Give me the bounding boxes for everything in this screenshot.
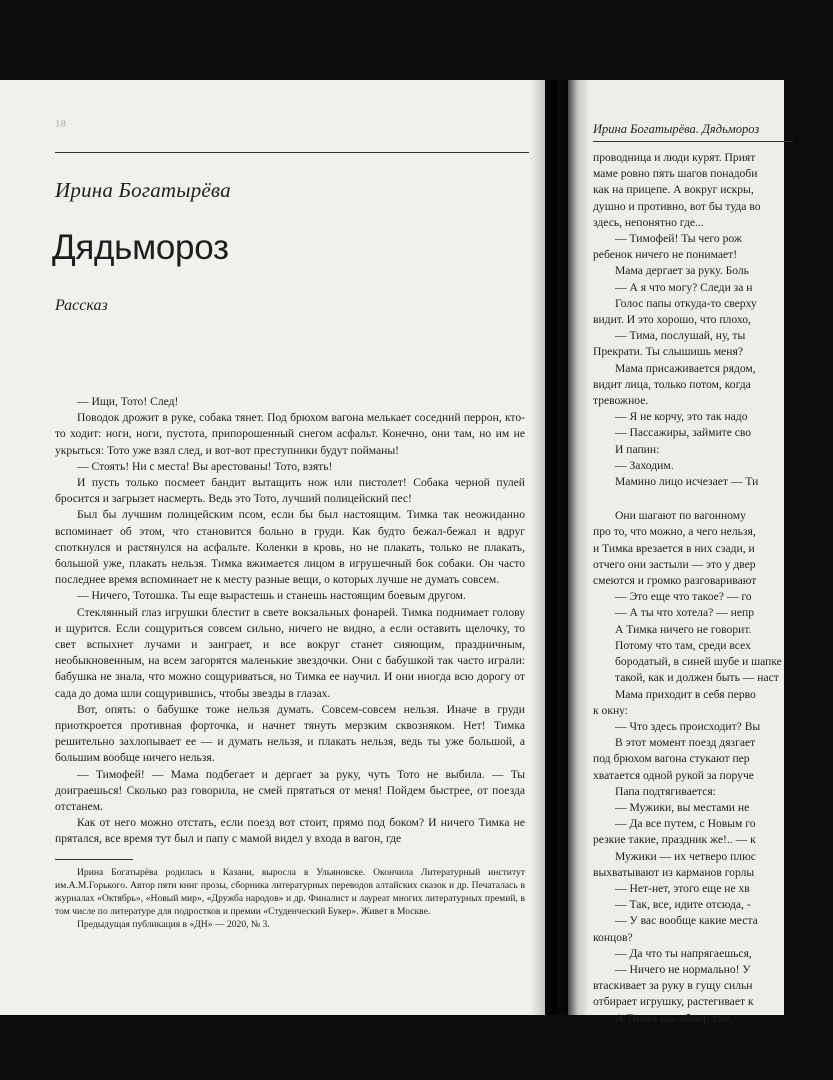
text-line: — У вас вообще какие места [615, 914, 758, 928]
text-line: тревожное. [593, 394, 649, 408]
running-head-rule [55, 116, 529, 153]
genre-label: Рассказ [55, 297, 108, 314]
paragraph: И пусть только посмеет бандит вытащить нож или пистолет! Собака черной пулей бросится и загрызет насмерть. Ведь это Тото, лучший полицейский пес! [55, 476, 525, 506]
footnote-divider [55, 859, 133, 860]
text-line: такой, как и должен быть — наст [615, 671, 779, 685]
text-line: отбирает игрушку, растегивает к [593, 995, 754, 1009]
text-line: видит. И это хорошо, что плохо, [593, 313, 751, 327]
text-line: Мама дергает за руку. Боль [615, 264, 749, 278]
text-line: Папа подтягивается: [615, 784, 716, 798]
author-name: Ирина Богатырёва [55, 178, 231, 202]
text-line: к окну: [593, 703, 629, 717]
paragraph: Стеклянный глаз игрушки блестит в свете вокзальных фонарей. Тимка поднимает голову и щурится. Если сощуриться совсем сильно, ничего не видно, а если оставить щелочку, то свет вспыхнет лучами и заиграет, и все вокруг станет сияющим, праздничным, необыкновенным, на всем загорятся маленькие звездочки. Они с бабушкой так часто играли: бабушка не знала, что можно сощуриваться, но Тимка ее научил. И они иногда всю дорогу от сада до дома шли сощурившись, чтобы звезды в глазах. [55, 605, 525, 700]
text-line: Мамино лицо исчезает — Ти [615, 475, 759, 489]
text-line: — А я что могу? Следи за н [615, 280, 753, 294]
paragraph: Был бы лучшим полицейским псом, если бы был настоящим. Тимка так неожиданно вспоминает об этом, что становится больно в груди. Как будто бежал-бежал и вдруг споткнулся и растянулся на асфальте. Коленки в кровь, но не плакать, только не плакать, большой уже, плакать нельзя. Тимка вжимается лицом в игрушечный бок собаки. Он часто последнее время вспоминает не к месту разные вещи, о которых лучше не думать совсем. [55, 508, 525, 587]
story-title: Дядьмороз [52, 228, 229, 267]
text-line: — Это еще что такое? — го [615, 590, 752, 604]
story-text [55, 394, 525, 848]
running-head: Ирина Богатырёва. Дядьмороз [593, 122, 793, 142]
text-line: — Да что ты напрягаешься, [615, 946, 752, 960]
text-line: Мужики — их четверо плюс [615, 849, 756, 863]
text-line: — Так, все, идите отсюда, - [615, 898, 751, 912]
footnote-bio: Ирина Богатырёва родилась в Казани, выросла в Ульяновске. Окончила Литературный институт им.А.М.Горького. Автор пяти книг прозы, сборника литературных переводов алтайских сказок и др. Печаталась в журналах «Октябрь», «Новый мир», «Дружба народов» и др. Финалист и лауреат многих литературных премий, в том числе по литературе для подростков и премии «Студенческий Букер». Живет в Москве. [55, 867, 525, 918]
text-line: — Заходим. [615, 458, 674, 472]
text-line: — Пассажиры, займите сво [615, 426, 752, 440]
text-line: душно и противно, вот бы туда во [593, 199, 761, 213]
text-line: Голос папы откуда-то сверху [615, 296, 757, 310]
text-line: смеются и громко разговаривают [593, 574, 757, 588]
text-line: под брюхом вагона стукают пер [593, 752, 750, 766]
text-line: выхватывают из карманов горлы [593, 865, 755, 879]
paragraph: — Ничего, Тотошка. Ты еще вырастешь и станешь настоящим боевым другом. [77, 589, 466, 603]
paragraph: Вот, опять: о бабушке тоже нельзя думать. Совсем-совсем нельзя. Иначе в груди приоткроется противная форточка, и начнет тянуть мерзким сквозняком. Нет! Тимка решительно захлопывает ее — и думать нельзя, и плакать нельзя, ведь ты уже большой, а большим вообще ничего нельзя. [55, 702, 525, 765]
text-line: — Да все путем, с Новым го [615, 817, 756, 831]
page-number: 18 [55, 118, 66, 130]
text-line: — Нет-нет, этого еще не хв [615, 881, 750, 895]
text-line: А Тимка ничего не говорит. [615, 622, 752, 636]
text-line: В этот момент поезд дязгает [615, 736, 756, 750]
text-line: и Тимка врезается в них сзади, и [593, 541, 755, 555]
text-line: — А ты что хотела? — непр [615, 606, 754, 620]
text-line: Мама приходит в себя перво [615, 687, 756, 701]
text-line: про то, что можно, а чего нельзя, [593, 525, 756, 539]
text-line: как на прицепе. А вокруг искры, [593, 183, 754, 197]
text-line: И папин: [615, 442, 660, 456]
paragraph: — Стоять! Ни с места! Вы арестованы! Тото, взять! [77, 459, 333, 473]
right-page [568, 80, 784, 1025]
text-line: — Я не корчу, это так надо [615, 410, 748, 424]
text-line: — Мужики, вы местами не [615, 800, 750, 814]
text-line: ребенок ничего не понимает! [593, 248, 738, 262]
text-line: резкие такие, праздник же!.. — к [593, 833, 756, 847]
book-gutter [530, 80, 590, 1015]
footnote-publication: Предыдущая публикация в «ДН» — 2020, № 3. [77, 919, 270, 931]
text-line: маме ровно пять шагов понадоби [593, 167, 758, 181]
text-line: — Тимофей! Ты чего рож [615, 232, 742, 246]
text-line: Прекрати. Ты слышишь меня? [593, 345, 743, 359]
paragraph: Как от него можно отстать, если поезд вот стоит, прямо под боком? И ничего Тимка не прятался, все время тут был и папу с мамой видел у входа в вагон, где [55, 816, 525, 846]
text-line: втаскивает за руку в гущу сильн [593, 979, 753, 993]
text-line: — Ничего не нормально! У [615, 962, 751, 976]
text-line: Мама присаживается рядом, [615, 361, 756, 375]
text-line: бородатый, в синей шубе и шапке [615, 655, 782, 669]
story-text-continued [593, 150, 833, 1027]
text-line: видит лица, только потом, когда [593, 377, 751, 391]
text-line: Они шагают по вагонному [615, 509, 746, 523]
text-line: А Тимка как обмер там, [615, 1011, 733, 1025]
left-page [0, 80, 545, 1015]
text-line: хватается одной рукой за поруче [593, 768, 754, 782]
paragraph: — Ищи, Тото! След! [77, 395, 179, 408]
text-line: концов? [593, 930, 633, 944]
text-line: — Тима, послушай, ну, ты [615, 329, 746, 343]
text-line: проводница и люди курят. Прият [593, 151, 756, 164]
text-line: — Что здесь происходит? Вы [615, 719, 761, 733]
author-footnote [55, 866, 525, 931]
text-line: Потому что там, среди всех [615, 638, 751, 652]
paragraph: Поводок дрожит в руке, собака тянет. Под брюхом вагона мелькает соседний перрон, кто-то ходит: ноги, ноги, пустота, припорошенный снегом асфальт. Конечно, они там, но им не укрыться: Тото уже взял след, и вот-вот преступники будут пойманы! [55, 411, 525, 457]
section-break [593, 490, 833, 508]
text-line: здесь, непонятно где... [593, 215, 704, 229]
paragraph: — Тимофей! — Мама подбегает и дергает за руку, чуть Тото не выбила. — Ты доиграешься! Сколько раз говорила, не смей прятаться от меня! Пойдем быстрее, от поезда отстанем. [55, 767, 525, 814]
text-line: отчего они застыли — это у двер [593, 557, 756, 571]
